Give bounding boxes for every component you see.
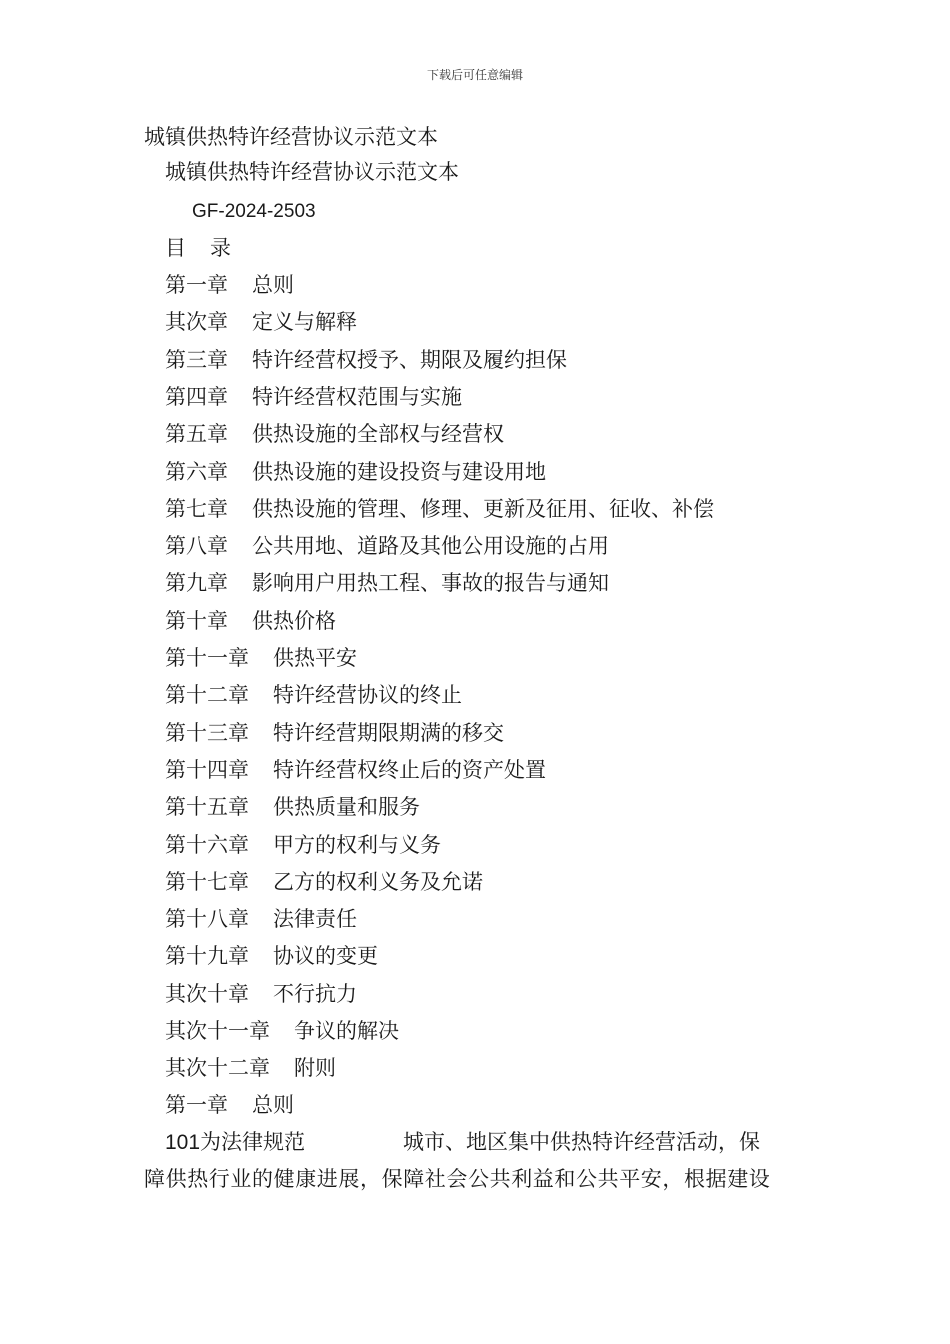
toc-item-title: 特许经营协议的终止 bbox=[273, 683, 462, 708]
article-number: 101 bbox=[165, 1131, 201, 1154]
toc-item bbox=[165, 270, 294, 300]
toc-item-chapter: 其次十一章 bbox=[165, 1019, 270, 1043]
toc-item-title: 特许经营期限期满的移交 bbox=[273, 720, 504, 745]
toc-item-chapter: 第十九章 bbox=[165, 944, 249, 969]
toc-item-title: 特许经营权范围与实施 bbox=[252, 384, 462, 409]
toc-item bbox=[165, 382, 462, 412]
toc-item-title: 供热设施的全部权与经营权 bbox=[252, 422, 504, 447]
toc-item-chapter: 第十七章 bbox=[165, 869, 249, 894]
toc-item bbox=[165, 345, 567, 375]
header-note: 下载后可任意编辑 bbox=[426, 68, 523, 82]
toc-item-chapter: 第八章 bbox=[165, 534, 228, 559]
toc-item-title: 争议的解决 bbox=[294, 1019, 399, 1043]
toc-item-chapter: 其次十二章 bbox=[165, 1056, 270, 1081]
toc-item bbox=[165, 457, 546, 487]
section-title: 总则 bbox=[252, 1093, 294, 1117]
toc-item-chapter: 第七章 bbox=[165, 496, 228, 521]
toc-item-title: 公共用地、道路及其他公用设施的占用 bbox=[252, 534, 609, 559]
toc-heading-char-1: 目 bbox=[165, 236, 186, 260]
toc-item-chapter: 第十八章 bbox=[165, 907, 249, 932]
toc-item bbox=[165, 755, 546, 785]
toc-item-title: 影响用户用热工程、事故的报告与通知 bbox=[252, 571, 609, 596]
toc-item-title: 协议的变更 bbox=[273, 944, 378, 969]
toc-item-title: 甲方的权利与义务 bbox=[273, 832, 441, 857]
document-title: 城镇供热特许经营协议示范文本 bbox=[144, 125, 438, 149]
toc-item bbox=[165, 643, 357, 673]
toc-item bbox=[165, 979, 357, 1009]
toc-item-title: 供热质量和服务 bbox=[273, 795, 420, 820]
document-code: GF-2024-2503 bbox=[192, 201, 316, 222]
toc-item bbox=[165, 830, 441, 860]
section-heading bbox=[165, 1090, 294, 1120]
toc-item bbox=[165, 1016, 399, 1046]
toc-item bbox=[165, 606, 336, 636]
toc-item bbox=[165, 792, 420, 822]
toc-item-title: 乙方的权利义务及允诺 bbox=[273, 869, 483, 894]
toc-item-chapter: 第一章 bbox=[165, 273, 228, 297]
toc-item-title: 定义与解释 bbox=[252, 310, 357, 335]
toc-item-chapter: 第六章 bbox=[165, 459, 228, 484]
toc-item bbox=[165, 718, 504, 748]
toc-item-chapter: 第十五章 bbox=[165, 795, 249, 820]
toc-item-chapter: 其次十章 bbox=[165, 981, 249, 1006]
toc-item bbox=[165, 904, 357, 934]
toc-item-chapter: 第十四章 bbox=[165, 757, 249, 782]
toc-item bbox=[165, 1053, 336, 1083]
toc-item-title: 供热设施的建设投资与建设用地 bbox=[252, 459, 546, 484]
toc-item-chapter: 第十章 bbox=[165, 608, 228, 633]
toc-item-title: 特许经营权终止后的资产处置 bbox=[273, 757, 546, 782]
subtitle: 城镇供热特许经营协议示范文本 bbox=[165, 160, 459, 184]
toc-item-chapter: 第四章 bbox=[165, 384, 228, 409]
toc-item bbox=[165, 867, 483, 897]
article-line-1 bbox=[165, 1127, 760, 1158]
toc-item-title: 附则 bbox=[294, 1056, 336, 1081]
toc-item bbox=[165, 568, 609, 598]
toc-heading bbox=[165, 233, 231, 263]
toc-item-chapter: 第十三章 bbox=[165, 720, 249, 745]
toc-item-title: 特许经营权授予、期限及履约担保 bbox=[252, 347, 567, 372]
toc-item-chapter: 第九章 bbox=[165, 571, 228, 596]
article-text-b: 城市、地区集中供热特许经营活动，保 bbox=[403, 1130, 761, 1154]
toc-item-chapter: 其次章 bbox=[165, 310, 228, 335]
toc-item-title: 供热价格 bbox=[252, 608, 336, 633]
toc-heading-char-2: 录 bbox=[210, 236, 231, 260]
toc-item-title: 不行抗力 bbox=[273, 981, 357, 1006]
article-text-a: 为法律规范 bbox=[200, 1130, 306, 1154]
toc-item bbox=[165, 494, 714, 524]
toc-item-chapter: 第十二章 bbox=[165, 683, 249, 708]
toc-item-chapter: 第十一章 bbox=[165, 646, 249, 670]
toc-item bbox=[165, 680, 462, 710]
toc-item bbox=[165, 941, 378, 971]
article-line-2: 障供热行业的健康进展，保障社会公共利益和公共平安，根据建设 bbox=[144, 1167, 771, 1191]
section-chapter: 第一章 bbox=[165, 1093, 228, 1117]
toc-item-title: 总则 bbox=[252, 273, 294, 297]
toc-item-chapter: 第十六章 bbox=[165, 832, 249, 857]
toc-item bbox=[165, 531, 609, 561]
toc-item-title: 法律责任 bbox=[273, 907, 357, 932]
toc-item-title: 供热平安 bbox=[273, 646, 357, 670]
toc-item bbox=[165, 307, 357, 337]
toc-item-title: 供热设施的管理、修理、更新及征用、征收、补偿 bbox=[252, 496, 714, 521]
toc-item-chapter: 第五章 bbox=[165, 422, 228, 447]
toc-item bbox=[165, 419, 504, 449]
toc-item-chapter: 第三章 bbox=[165, 347, 228, 372]
